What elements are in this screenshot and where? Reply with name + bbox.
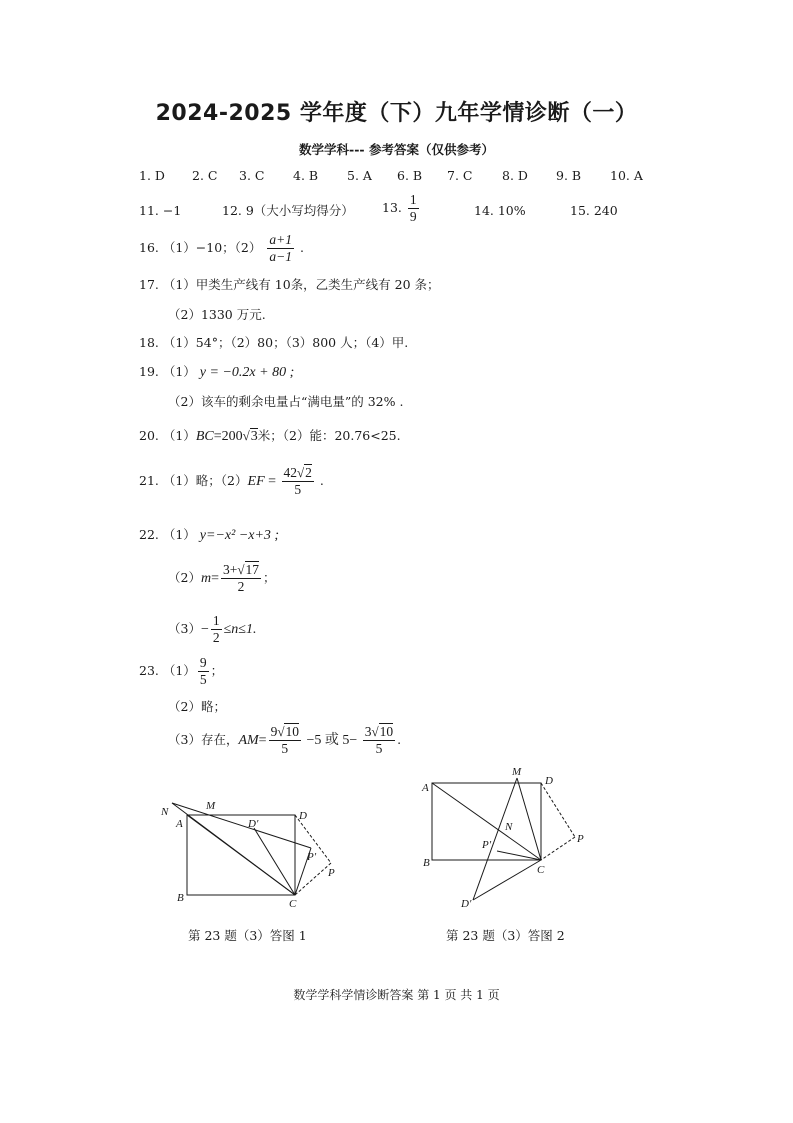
answer-19-label: 19. （1） xyxy=(139,364,196,379)
fig1-label-Dp: D′ xyxy=(248,818,259,830)
answer-16-label: 16. （1）−10；（2） xyxy=(139,240,262,255)
answer-23-part3-eq: = xyxy=(258,733,267,748)
answer-23-part1-fraction: $\frac{9}{5}$ xyxy=(199,655,207,687)
fig1-label-A: A xyxy=(176,818,183,830)
answer-22-label: 22. （1） xyxy=(139,527,196,542)
answer-23-part3-mid: −5 或 5− xyxy=(302,733,361,748)
answer-22-part3-label: （3） xyxy=(168,621,201,636)
mc-answer: 5. A xyxy=(347,168,372,183)
page-footer: 数学学科学情诊断答案 第 1 页 共 1 页 xyxy=(293,988,500,1002)
answer-23-part3-fraction1: $\frac{9√10}{5}$ xyxy=(270,724,299,756)
fig1-label-B: B xyxy=(177,892,184,904)
fig1-line-AC xyxy=(187,815,295,895)
fig2-label-N: N xyxy=(505,821,513,833)
fig2-label-B: B xyxy=(423,857,430,869)
fig2-label-D: D xyxy=(545,775,553,787)
answer-13 xyxy=(382,192,421,225)
answer-22-expr: y=−x² −x+3 ; xyxy=(199,528,280,543)
fig2-label-P: P xyxy=(577,833,584,845)
answer-20 xyxy=(139,428,401,445)
answer-22-part2 xyxy=(168,562,276,595)
answer-22-part3-rest: ≤n≤1. xyxy=(223,622,257,637)
answer-22-part3-fraction: $\frac{1}{2}$ xyxy=(212,613,220,645)
answer-20-var: BC xyxy=(195,429,214,444)
answer-15: 15. 240 xyxy=(570,203,618,218)
answer-22-part2-var: m xyxy=(200,571,212,586)
answer-23-part1-end: ； xyxy=(210,663,224,678)
mc-answer: 1. D xyxy=(139,168,165,183)
answer-19-part2: （2）该车的剩余电量占“满电量”的 32% . xyxy=(168,394,404,409)
fig1-label-Pp: P′ xyxy=(307,851,317,863)
mc-answer: 4. B xyxy=(293,168,319,183)
mc-answer: 3. C xyxy=(239,168,265,183)
fig2-line-DP-dashed xyxy=(541,783,575,837)
fig1-label-D: D xyxy=(299,810,307,822)
answer-22-part2-end: ； xyxy=(263,570,276,585)
answer-23-part3-end: . xyxy=(397,732,402,747)
page-title: 2024-2025 学年度（下）九年学情诊断（一） xyxy=(155,101,638,126)
answer-20-value: =200 xyxy=(213,429,243,444)
answer-19-part1 xyxy=(139,364,294,381)
answer-16-fraction: $\frac{a+1}{a-1}$ xyxy=(269,232,292,264)
fig1-label-N: N xyxy=(161,806,169,818)
fig2-line-PC-dashed xyxy=(541,837,575,860)
answer-22-part2-eq: = xyxy=(211,571,219,586)
answer-17-part1: 17. （1）甲类生产线有 10条，乙类生产线有 20 条； xyxy=(139,277,440,292)
answer-21-var: EF xyxy=(247,474,265,489)
answer-21 xyxy=(139,465,324,498)
answer-13-fraction: $\frac{1}{9}$ xyxy=(409,192,417,224)
answer-13-label: 13. xyxy=(382,200,402,215)
mc-answer: 8. D xyxy=(502,168,528,183)
answer-16 xyxy=(139,232,304,265)
answer-20-rest: 米；（2）能：20.76<25. xyxy=(257,428,401,443)
fig2-line-DpC xyxy=(473,860,541,900)
mc-answer: 2. C xyxy=(192,168,218,183)
answer-21-label: 21. （1）略；（2） xyxy=(139,473,248,488)
mc-answer: 7. C xyxy=(447,168,473,183)
page-subtitle: 数学学科--- 参考答案（仅供参考） xyxy=(299,142,494,157)
answer-18: 18. （1）54°；（2）80；（3）800 人；（4）甲. xyxy=(139,335,409,350)
figure-1-caption: 第 23 题（3）答图 1 xyxy=(188,928,307,943)
answer-21-end: . xyxy=(319,473,324,488)
figure-1 xyxy=(155,792,355,917)
answer-23-part3-var: AM xyxy=(238,733,259,748)
answer-12: 12. 9（大小写均得分） xyxy=(222,203,354,218)
answer-23-part3 xyxy=(168,724,401,757)
answer-22-part3 xyxy=(168,613,256,646)
answer-16-end: . xyxy=(299,240,304,255)
fig2-label-C: C xyxy=(537,864,545,876)
fig1-label-P: P xyxy=(328,867,335,879)
answer-20-radicand: 3 xyxy=(250,429,258,444)
fig2-label-Pp: P′ xyxy=(482,839,492,851)
answer-22-part1 xyxy=(139,527,279,544)
fig2-line-MDp xyxy=(473,778,517,900)
fig1-line-NP xyxy=(172,803,311,848)
mc-answer: 10. A xyxy=(610,168,643,183)
answer-11: 11. −1 xyxy=(139,203,182,218)
answer-22-part2-fraction: $\frac{3+√17}{2}$ xyxy=(222,562,259,594)
figure-2 xyxy=(415,763,600,913)
fig1-label-C: C xyxy=(289,898,297,910)
fig2-label-M: M xyxy=(512,766,522,778)
answer-19-expr: y = −0.2x + 80 ; xyxy=(199,365,295,380)
answer-23-part3-fraction2: $\frac{3√10}{5}$ xyxy=(364,724,394,756)
fig2-label-A: A xyxy=(422,782,429,794)
answer-14: 14. 10% xyxy=(474,203,526,218)
mc-answer: 6. B xyxy=(397,168,423,183)
fig2-line-MC xyxy=(517,778,541,860)
fig2-label-Dp: D′ xyxy=(461,898,472,910)
answer-23-part3-label: （3）存在， xyxy=(168,732,239,747)
answer-21-eq: = xyxy=(264,474,280,489)
fig1-label-M: M xyxy=(206,800,216,812)
answer-23-part1 xyxy=(139,655,223,688)
answer-23-part2: （2）略； xyxy=(168,699,226,714)
answer-22-part2-label: （2） xyxy=(168,570,201,585)
answer-17-part2: （2）1330 万元. xyxy=(168,307,266,322)
figure-2-caption: 第 23 题（3）答图 2 xyxy=(446,928,565,943)
answer-22-part3-minus: − xyxy=(200,622,209,637)
answer-20-label: 20. （1） xyxy=(139,428,196,443)
answer-21-fraction: $\frac{42√2}{5}$ xyxy=(283,465,312,497)
answer-23-label: 23. （1） xyxy=(139,663,196,678)
sqrt-sign: √ xyxy=(242,428,250,443)
mc-answer: 9. B xyxy=(556,168,582,183)
fig1-line-DpC xyxy=(254,828,295,895)
